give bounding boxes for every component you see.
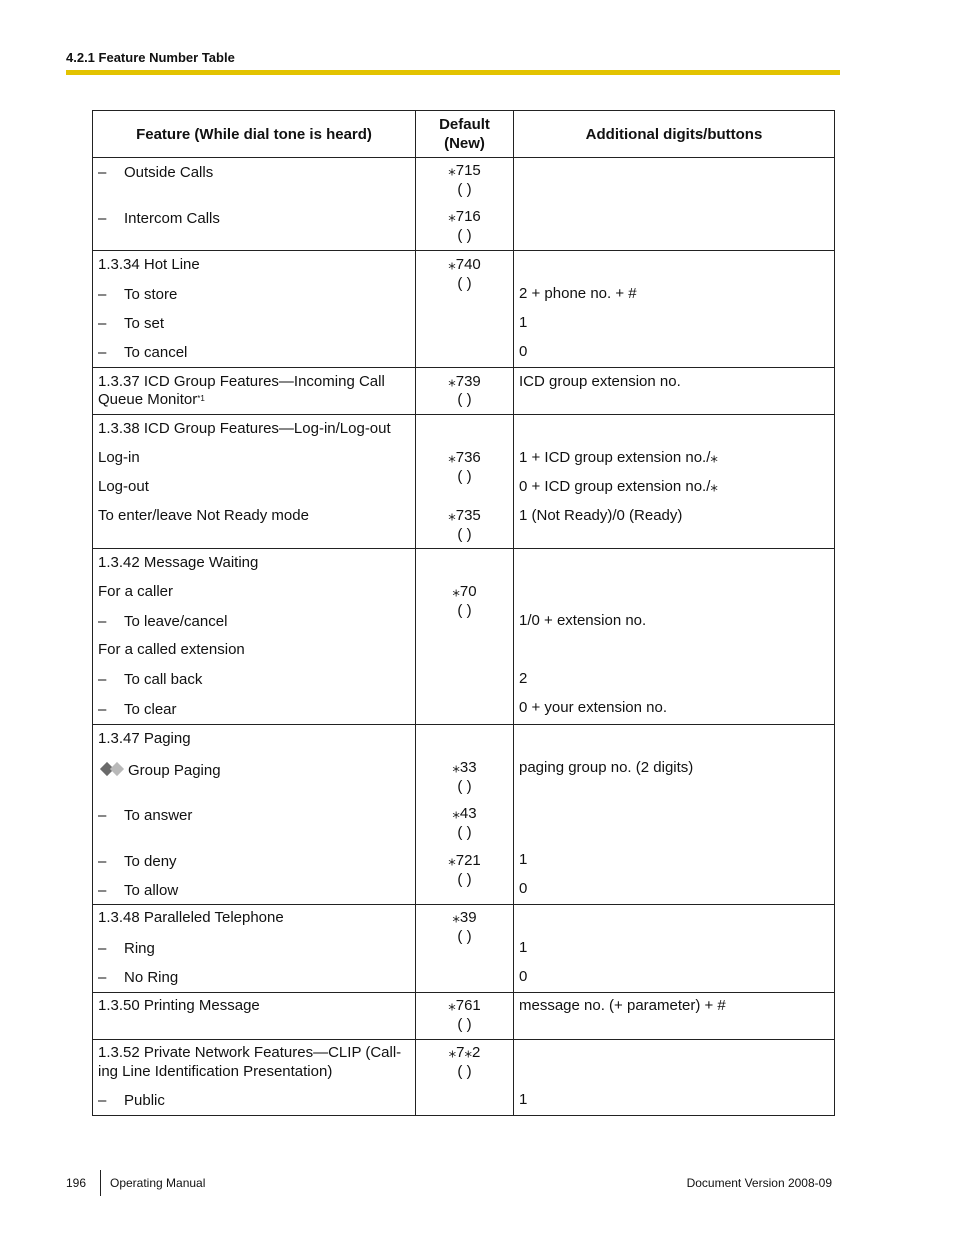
asterisk-icon: ⁎ — [710, 478, 718, 495]
new-code-paren: ( ) — [457, 1063, 472, 1080]
feature-code: 70 — [459, 583, 477, 600]
feature-title: 1.3.37 ICD Group Features—Incoming Call — [98, 373, 385, 390]
asterisk-icon: ⁎ — [448, 507, 456, 524]
pt-diamond-icon — [98, 762, 128, 776]
page-number: 196 — [66, 1176, 87, 1190]
feature-code: 740 — [455, 256, 481, 273]
feature-title: 1.3.34 Hot Line — [98, 256, 200, 273]
asterisk-icon: ⁎ — [452, 805, 460, 822]
additional-digits: 0 + your extension no. — [519, 699, 668, 716]
additional-digits: 2 + phone no. + # — [519, 285, 637, 302]
feature-title: 1.3.52 Private Network Features—CLIP (Call- — [98, 1044, 402, 1061]
additional-digits: 1/0 + extension no. — [519, 612, 647, 629]
feature-title: 1.3.50 Printing Message — [98, 997, 260, 1014]
asterisk-icon: ⁎ — [448, 208, 456, 225]
feature-code: 736 — [455, 449, 481, 466]
feature-title: 1.3.42 Message Waiting — [98, 554, 259, 571]
sub-feature-label: To leave/cancel — [124, 613, 228, 630]
new-code-paren: ( ) — [457, 824, 472, 841]
feature-cell: 1.3.52 Private Network Features—CLIP (Call- ing Line Identification Presentation) – Public — [93, 1040, 416, 1116]
sub-feature-label: No Ring — [124, 969, 179, 986]
default-cell — [416, 251, 514, 368]
additional-cell — [514, 415, 835, 549]
feature-cell: 1.3.34 Hot Line – To store – To set – To cancel — [93, 251, 416, 368]
table-row — [93, 415, 835, 549]
feature-code: 721 — [455, 852, 481, 869]
asterisk-icon: ⁎ — [448, 1044, 457, 1061]
sub-feature-heading: For a caller — [98, 583, 174, 600]
additional-digits: 0 + ICD group extension no./ — [519, 478, 711, 495]
additional-cell — [514, 905, 835, 993]
additional-cell — [514, 368, 835, 415]
default-cell — [416, 993, 514, 1040]
asterisk-icon: ⁎ — [452, 909, 460, 926]
feature-title-cont: Queue Monitor — [98, 391, 198, 408]
sub-feature-label: To answer — [124, 807, 193, 824]
feature-cell — [93, 368, 416, 415]
new-code-paren: ( ) — [457, 391, 472, 408]
asterisk-icon: ⁎ — [448, 997, 456, 1014]
additional-digits: 0 — [519, 880, 528, 897]
table-row — [93, 993, 835, 1040]
additional-digits: 0 — [519, 343, 528, 360]
default-cell — [416, 1040, 514, 1116]
default-cell — [416, 368, 514, 415]
sub-feature-heading: For a called extension — [98, 641, 245, 658]
footnote-marker: *1 — [197, 394, 205, 403]
new-code-paren: ( ) — [457, 181, 472, 198]
additional-digits: ICD group extension no. — [519, 373, 681, 390]
additional-cell — [514, 251, 835, 368]
feature-code: 735 — [455, 507, 481, 524]
feature-cell — [93, 415, 416, 549]
sub-feature-label: Public — [124, 1092, 165, 1109]
sub-feature-label: To enter/leave Not Ready mode — [98, 507, 309, 524]
new-code-paren: ( ) — [457, 526, 472, 543]
additional-cell — [514, 993, 835, 1040]
col-header-default-line: (New) — [444, 135, 485, 152]
feature-code: 33 — [459, 759, 477, 776]
additional-digits: 1 — [519, 939, 528, 956]
col-header-default-line: Default — [439, 116, 490, 133]
feature-code: 7 — [456, 1044, 465, 1061]
asterisk-icon: ⁎ — [448, 256, 456, 273]
feature-cell: 1.3.42 Message Waiting For a caller – To leave/cancel For a called extension – To call back – To clear — [93, 549, 416, 725]
feature-code: 739 — [455, 373, 481, 390]
sub-feature-label: Ring — [124, 940, 155, 957]
new-code-paren: ( ) — [457, 468, 472, 485]
new-code-paren: ( ) — [457, 928, 472, 945]
table-row — [93, 368, 835, 415]
feature-code: 716 — [455, 208, 481, 225]
new-code-paren: ( ) — [457, 778, 472, 795]
additional-digits: 1 — [519, 1091, 528, 1108]
new-code-paren: ( ) — [457, 227, 472, 244]
additional-digits: message no. (+ parameter) + # — [519, 997, 726, 1014]
default-cell — [416, 415, 514, 549]
feature-code: 43 — [459, 805, 477, 822]
section-title: 4.2.1 Feature Number Table — [66, 50, 235, 65]
sub-feature-label: To clear — [124, 701, 177, 718]
asterisk-icon: ⁎ — [452, 583, 460, 600]
table-row — [93, 251, 835, 368]
additional-digits: 2 — [519, 670, 528, 687]
additional-digits: 1 — [519, 314, 528, 331]
asterisk-icon: ⁎ — [452, 759, 460, 776]
additional-digits: 0 — [519, 968, 528, 985]
additional-cell — [514, 1040, 835, 1116]
sub-feature-label: To allow — [124, 882, 179, 899]
table-row — [93, 549, 835, 725]
default-cell — [416, 158, 514, 251]
sub-feature-label: Log-in — [98, 449, 140, 466]
table-header-row — [93, 111, 835, 158]
asterisk-icon: ⁎ — [710, 449, 718, 466]
feature-title: 1.3.48 Paralleled Telephone — [98, 909, 284, 926]
asterisk-icon: ⁎ — [448, 373, 456, 390]
additional-digits: 1 + ICD group extension no./ — [519, 449, 711, 466]
default-cell — [416, 725, 514, 905]
document-version: Document Version 2008-09 — [686, 1176, 832, 1190]
asterisk-icon: ⁎ — [448, 852, 456, 869]
manual-title: Operating Manual — [110, 1176, 206, 1190]
footer-divider — [100, 1170, 101, 1196]
feature-title: 1.3.47 Paging — [98, 730, 191, 747]
feature-title-cont: ing Line Identification Presentation) — [98, 1063, 333, 1080]
table-row — [93, 905, 835, 993]
sub-feature-label: To store — [124, 286, 178, 303]
additional-cell — [514, 549, 835, 725]
col-header-default — [416, 111, 514, 158]
feature-cell: 1.3.48 Paralleled Telephone – Ring – No Ring — [93, 905, 416, 993]
feature-code: 39 — [459, 909, 477, 926]
sub-feature-label: To cancel — [124, 344, 188, 361]
outside-calls-label: Outside Calls — [124, 164, 214, 181]
feature-number-table — [92, 110, 835, 1116]
feature-code: 761 — [455, 997, 481, 1014]
asterisk-icon: ⁎ — [448, 162, 456, 179]
feature-title: 1.3.38 ICD Group Features—Log-in/Log-out — [98, 420, 391, 437]
table-row — [93, 1040, 835, 1116]
title-rule — [66, 70, 840, 75]
sub-feature-label: To set — [124, 315, 165, 332]
table-row — [93, 725, 835, 905]
additional-cell — [514, 725, 835, 905]
feature-cell: 1.3.47 Paging Group Paging – To answer – To deny – To allow — [93, 725, 416, 905]
sub-feature-label: To call back — [124, 671, 203, 688]
additional-digits: paging group no. (2 digits) — [519, 759, 694, 776]
sub-feature-label: Log-out — [98, 478, 149, 495]
asterisk-icon: ⁎ — [448, 449, 456, 466]
sub-feature-label: Group Paging — [128, 762, 221, 779]
feature-code: 715 — [455, 162, 481, 179]
additional-cell — [514, 158, 835, 251]
new-code-paren: ( ) — [457, 602, 472, 619]
new-code-paren: ( ) — [457, 871, 472, 888]
feature-cell — [93, 993, 416, 1040]
intercom-calls-label: Intercom Calls — [124, 210, 220, 227]
feature-cell: – Outside Calls – Intercom Calls — [93, 158, 416, 251]
feature-code: 2 — [472, 1044, 481, 1061]
table-row — [93, 158, 835, 251]
asterisk-icon: ⁎ — [464, 1044, 472, 1061]
default-cell — [416, 549, 514, 725]
col-header-additional: Additional digits/buttons — [514, 111, 835, 158]
sub-feature-label: To deny — [124, 853, 177, 870]
col-header-feature: Feature (While dial tone is heard) — [93, 111, 416, 158]
new-code-paren: ( ) — [457, 275, 472, 292]
default-cell — [416, 905, 514, 993]
additional-digits: 1 (Not Ready)/0 (Ready) — [519, 507, 683, 524]
new-code-paren: ( ) — [457, 1016, 472, 1033]
additional-digits: 1 — [519, 851, 528, 868]
